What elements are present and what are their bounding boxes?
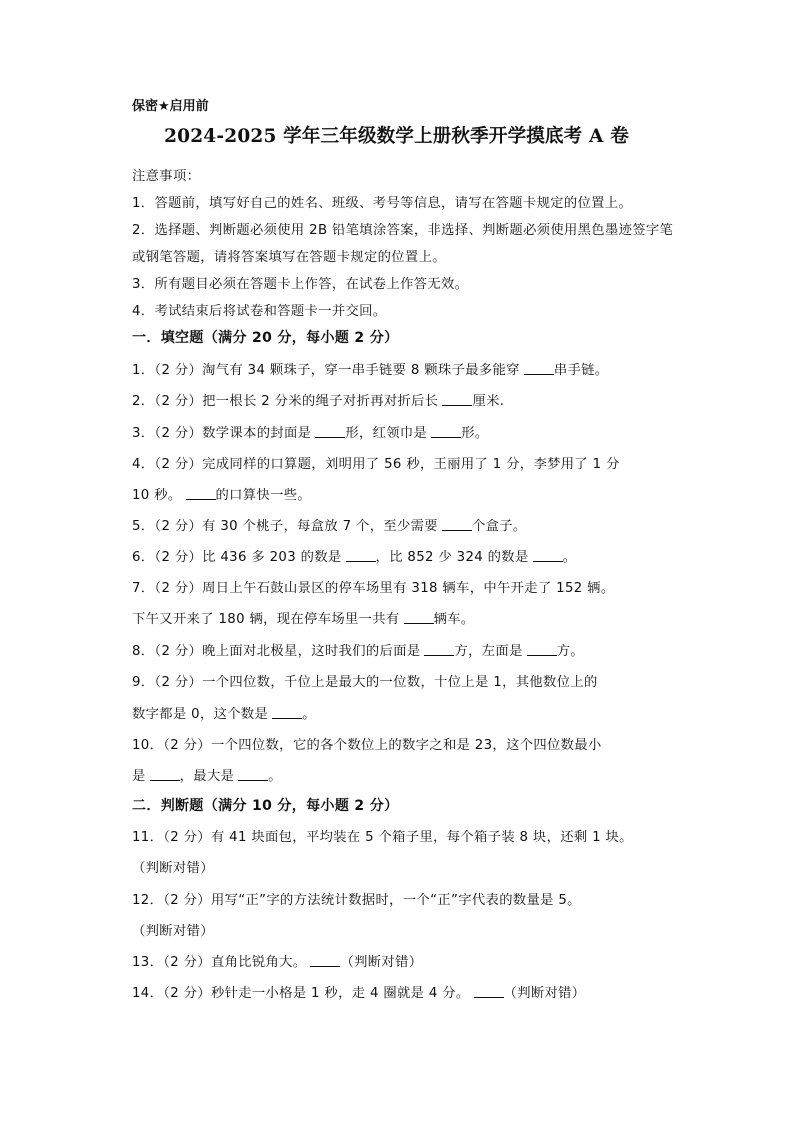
question-text: ，最大是 [179,769,235,784]
question-text: 串手链。 [553,363,609,378]
answer-blank[interactable] [424,643,454,656]
note-2a: 2．选择题、判断题必须使用 2B 铅笔填涂答案，非选择、判断题必须使用黑色墨迹签字笔 [132,223,674,238]
question-text: 厘米. [472,394,505,409]
answer-blank[interactable] [186,487,216,500]
question-text: 形。 [461,426,489,441]
question-10b [132,765,282,784]
answer-blank[interactable] [238,768,268,781]
note-1: 1．答题前，填写好自己的姓名、班级、考号等信息，请写在答题卡规定的位置上。 [132,196,633,211]
question-12a: 12．（2 分）用写“正”字的方法统计数据时，一个“正”字代表的数量是 5。 [132,893,581,908]
notes-heading: 注意事项： [132,169,201,184]
question-text: 10 秒。 [132,488,182,503]
question-text: 方，左面是 [454,644,523,659]
question-text: 14．（2 分）秒针走一小格是 1 秒，走 4 圈就是 4 分。 [132,986,470,1001]
answer-blank[interactable] [533,549,563,562]
answer-blank[interactable] [524,362,554,375]
question-11a: 11．（2 分）有 41 块面包，平均装在 5 个箱子里，每个箱子装 8 块，还剩 1 块。 [132,830,633,845]
answer-blank[interactable] [527,643,557,656]
page-title: 2024-2025 学年三年级数学上册秋季开学摸底考 A 卷 [164,126,629,147]
question-9a: 9．（2 分）一个四位数，千位上是最大的一位数，十位上是 1，其他数位上的 [132,675,598,690]
answer-blank[interactable] [442,393,472,406]
question-text: 个盒子。 [471,519,527,534]
question-text: 的口算快一些。 [215,488,312,503]
answer-blank[interactable] [150,768,180,781]
question-text: 8．（2 分）晚上面对北极星，这时我们的后面是 [132,644,421,659]
section-2-heading: 二．判断题（满分 10 分，每小题 2 分） [132,798,399,814]
question-5 [132,515,527,534]
question-text: 。 [302,707,316,722]
answer-blank[interactable] [310,954,340,967]
question-4b [132,484,311,503]
question-text: 3．（2 分）数学课本的封面是 [132,426,312,441]
answer-blank[interactable] [442,518,472,531]
question-text: （判断对错） [503,986,586,1001]
question-14 [132,982,585,1001]
question-3 [132,422,489,441]
question-text: 形，红领巾是 [345,426,428,441]
question-text: 5．（2 分）有 30 个桃子，每盒放 7 个，至少需要 [132,519,438,534]
question-4a: 4．（2 分）完成同样的口算题，刘明用了 56 秒，王丽用了 1 分，李梦用了 1 分 [132,457,620,472]
question-8 [132,640,584,659]
answer-blank[interactable] [272,706,302,719]
question-text: 下午又开来了 180 辆，现在停车场里一共有 [132,612,400,627]
question-text: 方。 [556,644,585,659]
question-text: 2．（2 分）把一根长 2 分米的绳子对折再对折后长 [132,394,439,409]
question-text: 6．（2 分）比 436 多 203 的数是 [132,550,342,565]
answer-blank[interactable] [346,549,376,562]
question-7b [132,608,475,627]
question-text: 是 [132,769,146,784]
answer-blank[interactable] [315,425,345,438]
question-9b [132,703,316,722]
question-13 [132,951,422,970]
question-1 [132,359,608,378]
answer-blank[interactable] [474,985,504,998]
answer-blank[interactable] [404,611,434,624]
section-1-heading: 一．填空题（满分 20 分，每小题 2 分） [132,330,399,346]
question-text: ，比 852 少 324 的数是 [375,550,529,565]
question-text: 。 [268,769,282,784]
question-6 [132,546,576,565]
note-4: 4．考试结束后将试卷和答题卡一并交回。 [132,304,387,319]
question-12b: （判断对错） [132,924,214,939]
question-text: 数字都是 0，这个数是 [132,707,269,722]
question-text: 。 [562,550,577,565]
answer-blank[interactable] [431,425,461,438]
question-text: （判断对错） [340,955,423,970]
question-text: 1．（2 分）淘气有 34 颗珠子，穿一串手链要 8 颗珠子最多能穿 [132,363,520,378]
confidential-label: 保密★启用前 [132,99,209,114]
question-10a: 10．（2 分）一个四位数，它的各个数位上的数字之和是 23，这个四位数最小 [132,738,602,753]
question-text: 辆车。 [433,612,475,627]
note-2b: 或钢笔答题，请将答案填写在答题卡规定的位置上。 [132,250,446,265]
note-3: 3．所有题目必须在答题卡上作答，在试卷上作答无效。 [132,277,469,292]
question-text: 13．（2 分）直角比锐角大。 [132,955,307,970]
question-11b: （判断对错） [132,861,214,876]
question-2 [132,390,504,409]
question-7a: 7．（2 分）周日上午石鼓山景区的停车场里有 318 辆车，中午开走了 152 辆。 [132,581,615,596]
